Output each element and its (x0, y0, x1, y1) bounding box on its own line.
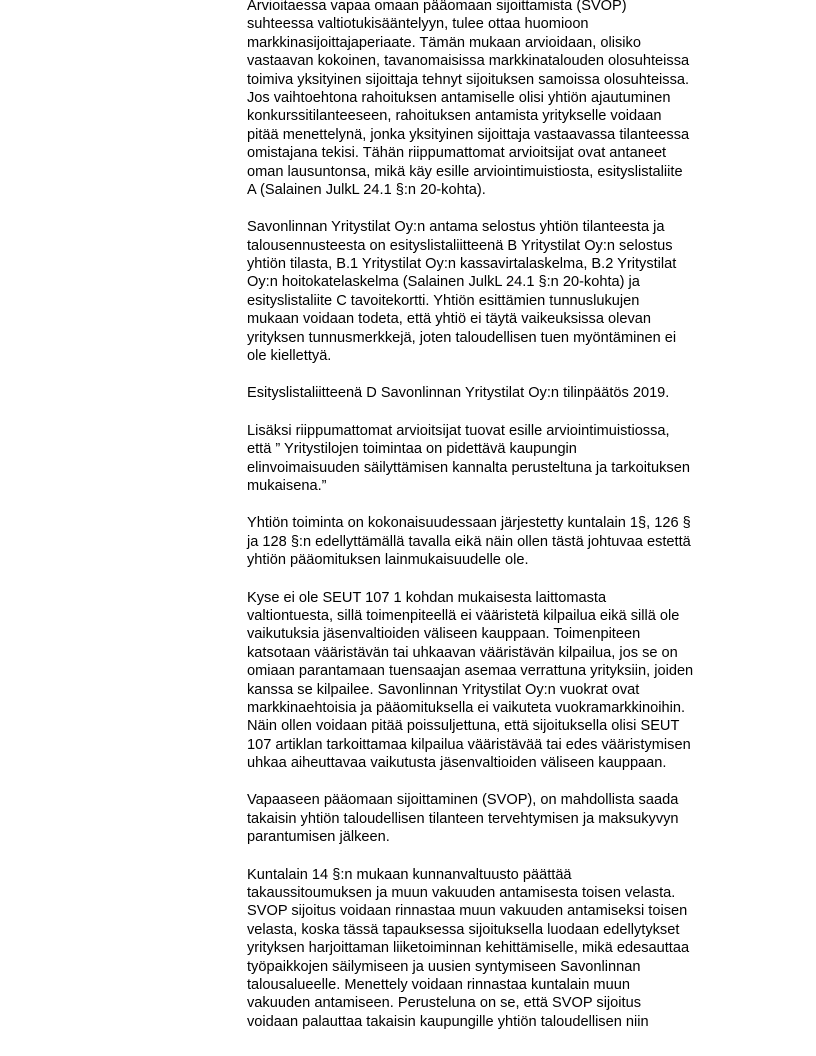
text-line: omiaan parantamaan tuensaajan asemaa verrattuna yrityksiin, joiden (247, 663, 694, 680)
text-line: velasta, koska tässä tapauksessa sijoituksella luodaan edellytykset (247, 921, 680, 938)
text-line: Yhtiön toiminta on kokonaisuudessaan järjestetty kuntalain 1§, 126 § (247, 515, 691, 532)
text-line: Jos vaihtoehtona rahoituksen antamiselle olisi yhtiön ajautuminen (247, 89, 671, 106)
text-line: markkinasijoittajaperiaate. Tämän mukaan arvioidaan, olisiko (247, 34, 641, 51)
text-line: toimiva yksityinen sijoittaja tehnyt sijoituksen samoissa olosuhteissa. (247, 71, 690, 88)
paragraph (247, 218, 747, 365)
text-line: suhteessa valtiotukisääntelyyn, tulee ottaa huomioon (247, 16, 589, 33)
paragraph (247, 866, 747, 1032)
text-line: voidaan palauttaa takaisin kaupungille yhtiön taloudellisen niin (247, 1013, 649, 1030)
text-line: mukaan voidaan todeta, että yhtiö ei täytä vaikeuksissa olevan (247, 311, 652, 328)
text-line: Kuntalain 14 §:n mukaan kunnanvaltuusto päättää (247, 866, 572, 883)
text-line: ja 128 §:n edellyttämällä tavalla eikä näin ollen tästä johtuvaa estettä (247, 533, 691, 550)
document-body (247, 0, 747, 1050)
paragraph (247, 589, 747, 773)
paragraph (247, 422, 747, 496)
text-line: talousalueelle. Menettely voidaan rinnastaa kuntalain muun (247, 976, 630, 993)
text-line: mukaisena.” (247, 477, 327, 494)
text-line: yrityksen tunnusmerkkejä, joten taloudellisen tuen myöntäminen ei (247, 329, 677, 346)
text-line: markkinaehtoisia ja pääomituksella ei vaikuteta vuokramarkkinoihin. (247, 699, 686, 716)
text-line: takaussitoumuksen ja muun vakuuden antamisesta toisen velasta. (247, 885, 676, 902)
text-line: katsotaan vääristävän tai uhkaavan vääristävän kilpailua, jos se on (247, 644, 678, 661)
text-line: omistajana tekisi. Tähän riippumattomat arvioitsijat ovat antaneet (247, 145, 667, 162)
text-line: Lisäksi riippumattomat arvioitsijat tuovat esille arviointimuistiossa, (247, 422, 670, 439)
text-line: yrityksen harjoittaman liiketoiminnan kehittämiselle, mikä edesauttaa (247, 940, 690, 957)
text-line: työpaikkojen säilymiseen ja uusien syntymiseen Savonlinnan (247, 958, 641, 975)
text-line: ole kiellettyä. (247, 348, 332, 365)
text-line: konkurssitilanteeseen, rahoituksen antamista yritykselle voidaan (247, 108, 662, 125)
text-line: talousennusteesta on esityslistaliitteenä B Yritystilat Oy:n selostus (247, 237, 673, 254)
text-line: Vapaaseen pääomaan sijoittaminen (SVOP), on mahdollista saada (247, 792, 679, 809)
text-line: takaisin yhtiön taloudellisen tilanteen tervehtymisen ja maksukyvyn (247, 810, 679, 827)
text-line: kanssa se kilpailee. Savonlinnan Yritystilat Oy:n vuokrat ovat (247, 681, 640, 698)
paragraph (247, 384, 747, 402)
text-line: vastaavan kokoinen, tavanomaisissa markkinatalouden olosuhteissa (247, 53, 690, 70)
paragraph (247, 791, 747, 846)
paragraph (247, 514, 747, 569)
text-line: 107 artiklan tarkoittamaa kilpailua vääristävää tai edes vääristymisen (247, 736, 691, 753)
text-line: yhtiön tilasta, B.1 Yritystilat Oy:n kassavirtalaskelma, B.2 Yritystilat (247, 256, 677, 273)
text-line: parantumisen jälkeen. (247, 829, 390, 846)
text-line: SVOP sijoitus voidaan rinnastaa muun vakuuden antamiseksi toisen (247, 903, 688, 920)
text-line: esityslistaliite C tavoitekortti. Yhtiön esittämien tunnuslukujen (247, 292, 640, 309)
text-line: vakuuden antamiseen. Perusteluna on se, että SVOP sijoitus (247, 995, 642, 1012)
text-line: Oy:n hoitokatelaskelma (Salainen JulkL 24.1 §:n 20-kohta) ja (247, 274, 640, 291)
paragraph (247, 0, 747, 199)
text-line: että ” Yritystilojen toimintaa on pidettävä kaupungin (247, 441, 577, 458)
text-line: Esityslistaliitteenä D Savonlinnan Yritystilat Oy:n tilinpäätös 2019. (247, 385, 670, 402)
text-line: vaikutuksia jäsenvaltioiden väliseen kauppaan. Toimenpiteen (247, 626, 641, 643)
text-line: uhkaa aiheuttavaa vaikutusta jäsenvaltioiden väliseen kauppaan. (247, 755, 667, 772)
text-line: A (Salainen JulkL 24.1 §:n 20-kohta). (247, 181, 486, 198)
text-line: pitää menettelynä, jonka yksityinen sijoittaja vastaavassa tilanteessa (247, 126, 690, 143)
text-line: elinvoimaisuuden säilyttämisen kannalta perusteltuna ja tarkoituksen (247, 459, 690, 476)
text-line: valtiontuesta, sillä toimenpiteellä ei vääristetä kilpailua eikä sillä ole (247, 607, 680, 624)
text-line: oman lausuntonsa, mikä käy esille arviointimuistiosta, esityslistaliite (247, 163, 683, 180)
text-line: Arvioitaessa vapaa omaan pääomaan sijoittamista (SVOP) (247, 0, 627, 14)
text-line: Kyse ei ole SEUT 107 1 kohdan mukaisesta laittomasta (247, 589, 607, 606)
text-line: Näin ollen voidaan pitää poissuljettuna, että sijoituksella olisi SEUT (247, 718, 680, 735)
text-line: Savonlinnan Yritystilat Oy:n antama selostus yhtiön tilanteesta ja (247, 219, 665, 236)
text-line: yhtiön pääomituksen lainmukaisuudelle ole. (247, 552, 529, 569)
